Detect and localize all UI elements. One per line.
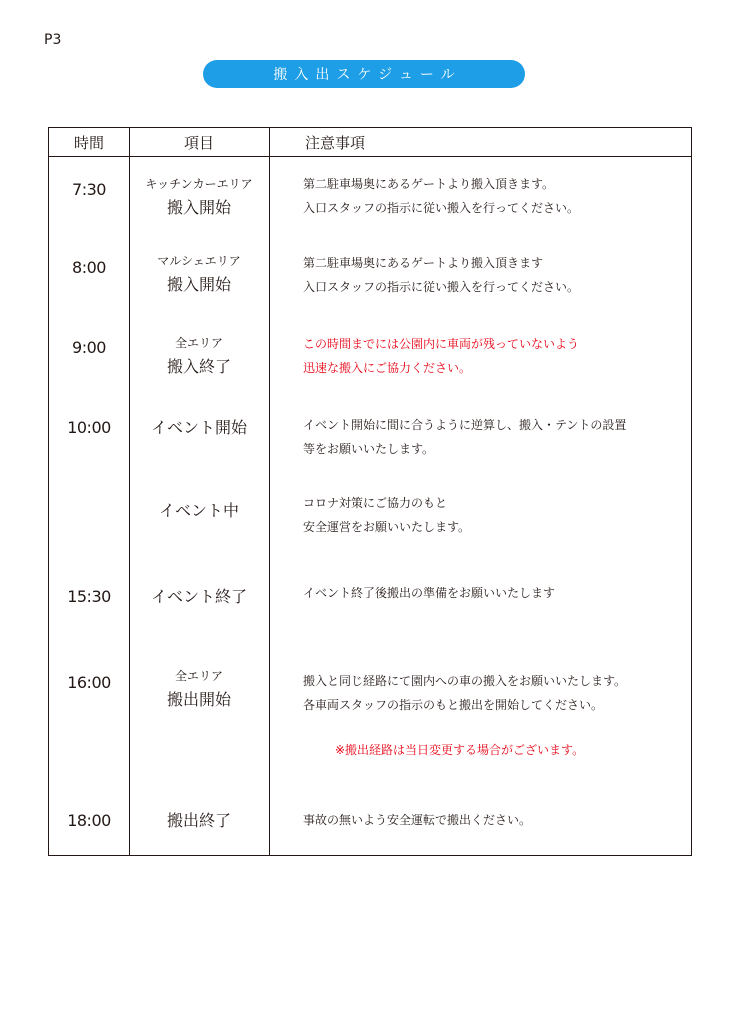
- row-note-line: 等をお願いいたします。: [303, 442, 435, 456]
- row-notes: [303, 581, 687, 605]
- row-item: [129, 585, 269, 609]
- row-notes: [303, 808, 687, 832]
- row-note-line: コロナ対策にご協力のもと: [303, 496, 448, 510]
- row-note-line: イベント終了後搬出の準備をお願いいたします: [303, 586, 556, 600]
- column-divider: [269, 128, 270, 855]
- row-time: 10:00: [67, 418, 111, 437]
- row-time: 9:00: [72, 338, 106, 357]
- row-time: 16:00: [67, 673, 111, 692]
- row-item-title: 搬出開始: [166, 690, 231, 709]
- row-note-line: 迅速な搬入にご協力ください。: [303, 361, 472, 375]
- row-item-title: イベント終了: [150, 587, 247, 606]
- column-divider: [129, 128, 130, 855]
- row-note-line: 第二駐車場奥にあるゲートより搬入頂きます: [303, 256, 544, 270]
- row-notes: [303, 413, 687, 461]
- row-notes: [303, 491, 687, 539]
- row-item-area: 全エリア: [174, 669, 223, 683]
- row-note-line: 入口スタッフの指示に従い搬入を行ってください。: [303, 280, 580, 294]
- row-item-area: マルシェエリア: [157, 254, 241, 268]
- row-note-line: 入口スタッフの指示に従い搬入を行ってください。: [303, 201, 580, 215]
- row-time: 8:00: [72, 258, 106, 277]
- header-notes: 注意事項: [305, 133, 366, 152]
- page-title: 搬入出スケジュール: [203, 60, 525, 88]
- row-item-title: 搬出終了: [166, 811, 231, 830]
- row-item-title: 搬入終了: [166, 357, 231, 376]
- header-item: 項目: [183, 133, 214, 152]
- page-number: P3: [44, 32, 62, 48]
- row-note-line: 事故の無いよう安全運転で搬出ください。: [303, 813, 532, 827]
- row-note-line: 搬入と同じ経路にて園内への車の搬入をお願いいたします。: [303, 674, 627, 688]
- row-note-line: この時間までには公園内に車両が残っていないよう: [303, 337, 580, 351]
- row-note-line: 第二駐車場奥にあるゲートより搬入頂きます。: [303, 177, 555, 191]
- row-item: [129, 809, 269, 833]
- row-item: [129, 416, 269, 440]
- row-item: [129, 176, 269, 220]
- row-notes: [303, 251, 687, 299]
- row-item-area: 全エリア: [174, 336, 223, 350]
- row-notes: [303, 172, 687, 220]
- row-item-title: イベント開始: [150, 418, 247, 437]
- row-item-title: イベント中: [158, 501, 239, 520]
- row-time: 7:30: [72, 180, 106, 199]
- row-item: [129, 668, 269, 712]
- row-notes: [303, 669, 687, 717]
- table-header: [49, 128, 691, 157]
- row-note-line: 安全運営をお願いいたします。: [303, 520, 471, 534]
- row-item: [129, 253, 269, 297]
- row-time: 15:30: [67, 587, 111, 606]
- row-notes-warning: [303, 332, 687, 380]
- row-item: [129, 335, 269, 379]
- row-note-line: 各車両スタッフの指示のもと搬出を開始してください。: [303, 698, 604, 712]
- row-note-warning: ※搬出経路は当日変更する場合がございます。: [335, 743, 585, 757]
- row-item: [129, 499, 269, 523]
- row-time: 18:00: [67, 811, 111, 830]
- row-item-title: 搬入開始: [166, 275, 231, 294]
- row-note-line: イベント開始に間に合うように逆算し、搬入・テントの設置: [303, 418, 627, 432]
- row-item-area: キッチンカーエリア: [145, 177, 253, 191]
- row-item-title: 搬入開始: [166, 198, 231, 217]
- header-time: 時間: [73, 133, 104, 152]
- schedule-table: [48, 127, 692, 856]
